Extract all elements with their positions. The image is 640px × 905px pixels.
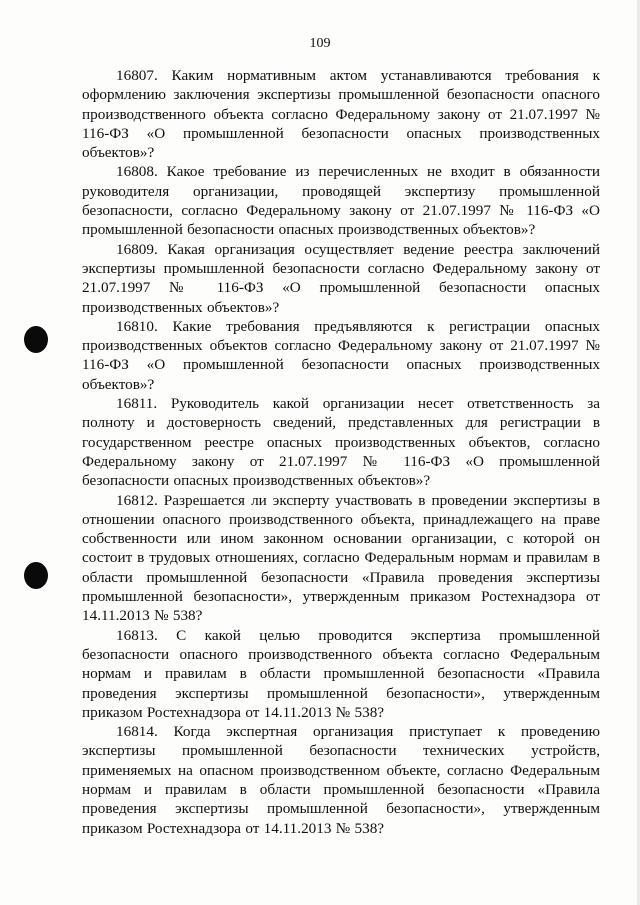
- punch-hole: [24, 326, 48, 353]
- question-16807: 16807. Каким нормативным актом устанавливаются требования к оформлению заключения экспертизы промышленной безопасности опасного производственного объекта согласно Федеральному закону от 21.07.1997 № 116-ФЗ «О промышленной безопасности опасных производственных объектов»?: [82, 67, 600, 162]
- question-16814: 16814. Когда экспертная организация приступает к проведению экспертизы промышленной безопасности технических устройств, применяемых на опасном производственном объекте, согласно Федеральным нормам и правилам в области промышленной безопасности «Правила проведения экспертизы промышленной безопасности», утвержденным приказом Ростехнадзора от 14.11.2013 № 538?: [82, 723, 600, 837]
- punch-hole: [24, 562, 48, 589]
- question-16808: 16808. Какое требование из перечисленных не входит в обязанности руководителя организации, проводящей экспертизу промышленной безопасности, согласно Федеральному закону от 21.07.1997 № 116-ФЗ «О промышленной безопасности опасных производственных объектов»?: [82, 163, 600, 239]
- question-16811: 16811. Руководитель какой организации несет ответственность за полноту и достоверность сведений, представленных для регистрации в государственном реестре опасных производственных объектов, согласно Федеральному закону от 21.07.1997 № 116-ФЗ «О промышленной безопасности опасных производственных объектов»?: [82, 395, 600, 490]
- page-number: 109: [309, 36, 331, 51]
- question-16812: 16812. Разрешается ли эксперту участвовать в проведении экспертизы в отношении опасного производственного объекта, принадлежащего на праве собственности или ином законном основании организации, с которой он состоит в трудовых отношениях, согласно Федеральным нормам и правилам в области промышленной безопасности «Правила проведения экспертизы промышленной безопасности», утвержденным приказом Ростехнадзора от 14.11.2013 № 538?: [82, 491, 600, 625]
- question-list: [82, 66, 600, 838]
- question-16810: 16810. Какие требования предъявляются к регистрации опасных производственных объектов согласно Федеральному закону от 21.07.1997 № 116-ФЗ «О промышленной безопасности опасных производственных объектов»?: [82, 317, 600, 393]
- question-16809: 16809. Какая организация осуществляет ведение реестра заключений экспертизы промышленной безопасности согласно Федеральному закону от 21.07.1997 № 116-ФЗ «О промышленной безопасности опасных производственных объектов»?: [82, 240, 600, 316]
- question-16813: 16813. С какой целью проводится экспертиза промышленной безопасности опасного производственного объекта согласно Федеральным нормам и правилам в области промышленной безопасности «Правила проведения экспертизы промышленной безопасности», утвержденным приказом Ростехнадзора от 14.11.2013 № 538?: [82, 626, 600, 721]
